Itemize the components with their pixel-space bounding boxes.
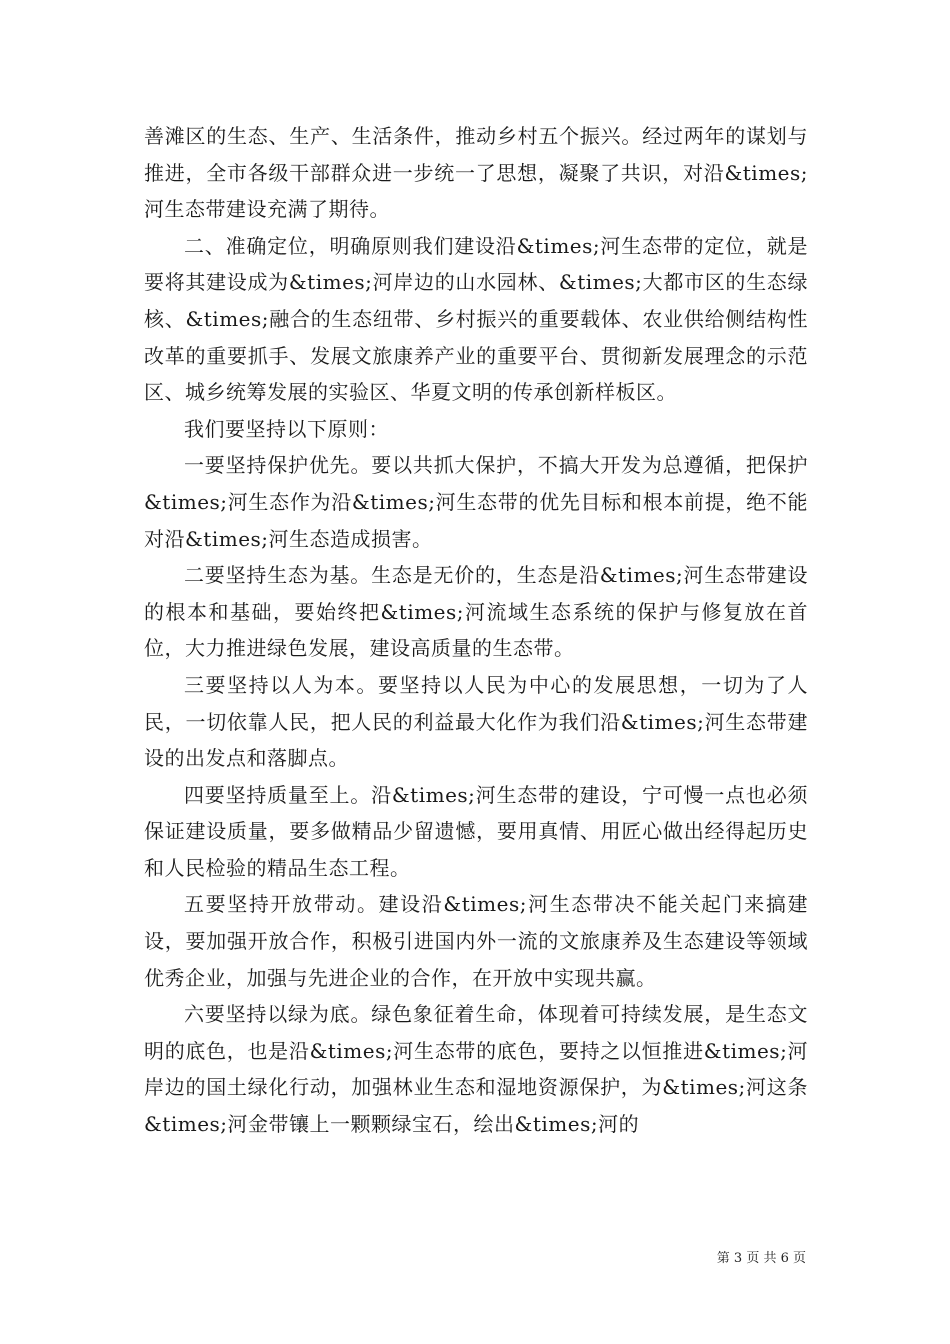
paragraph-positioning: 二、准确定位，明确原则我们建设沿&times;河生态带的定位，就是要将其建设成为&times;河岸边的山水园林、&times;大都市区的生态绿核、&times;融合的生态纽带、乡村振兴的重要载体、农业供给侧结构性改革的重要抓手、发展文旅康养产业的重要平台、贯彻新发展理念的示范区、城乡统筹发展的实验区、华夏文明的传承创新样板区。 [144,233,808,405]
paragraph-principle-1: 一要坚持保护优先。要以共抓大保护，不搞大开发为总遵循，把保护&times;河生态作为沿&times;河生态带的优先目标和根本前提，绝不能对沿&times;河生态造成损害。 [144,453,808,551]
page-number: 第 3 页 共 6 页 [716,1251,806,1266]
document-body [144,118,808,1143]
paragraph-principle-2: 二要坚持生态为基。生态是无价的，生态是沿&times;河生态带建设的根本和基础，要始终把&times;河流域生态系统的保护与修复放在首位，大力推进绿色发展，建设高质量的生态带。 [144,563,808,661]
paragraph-principle-5: 五要坚持开放带动。建设沿&times;河生态带决不能关起门来搞建设，要加强开放合作，积极引进国内外一流的文旅康养及生态建设等领域优秀企业，加强与先进企业的合作，在开放中实现共赢。 [144,892,808,990]
paragraph-principles-intro: 我们要坚持以下原则： [184,416,389,441]
paragraph-principle-4: 四要坚持质量至上。沿&times;河生态带的建设，宁可慢一点也必须保证建设质量，要多做精品少留遗憾，要用真情、用匠心做出经得起历史和人民检验的精品生态工程。 [144,782,808,880]
paragraph-principle-6: 六要坚持以绿为底。绿色象征着生命，体现着可持续发展，是生态文明的底色，也是沿&times;河生态带的底色，要持之以恒推进&times;河岸边的国土绿化行动，加强林业生态和湿地资源保护，为&times;河这条&times;河金带镶上一颗颗绿宝石，绘出&times;河的 [144,1002,808,1137]
paragraph-continuation: 善滩区的生态、生产、生活条件，推动乡村五个振兴。经过两年的谋划与推进，全市各级干部群众进一步统一了思想，凝聚了共识，对沿&times;河生态带建设充满了期待。 [144,124,808,222]
paragraph-principle-3: 三要坚持以人为本。要坚持以人民为中心的发展思想，一切为了人民，一切依靠人民，把人民的利益最大化作为我们沿&times;河生态带建设的出发点和落脚点。 [144,672,808,771]
